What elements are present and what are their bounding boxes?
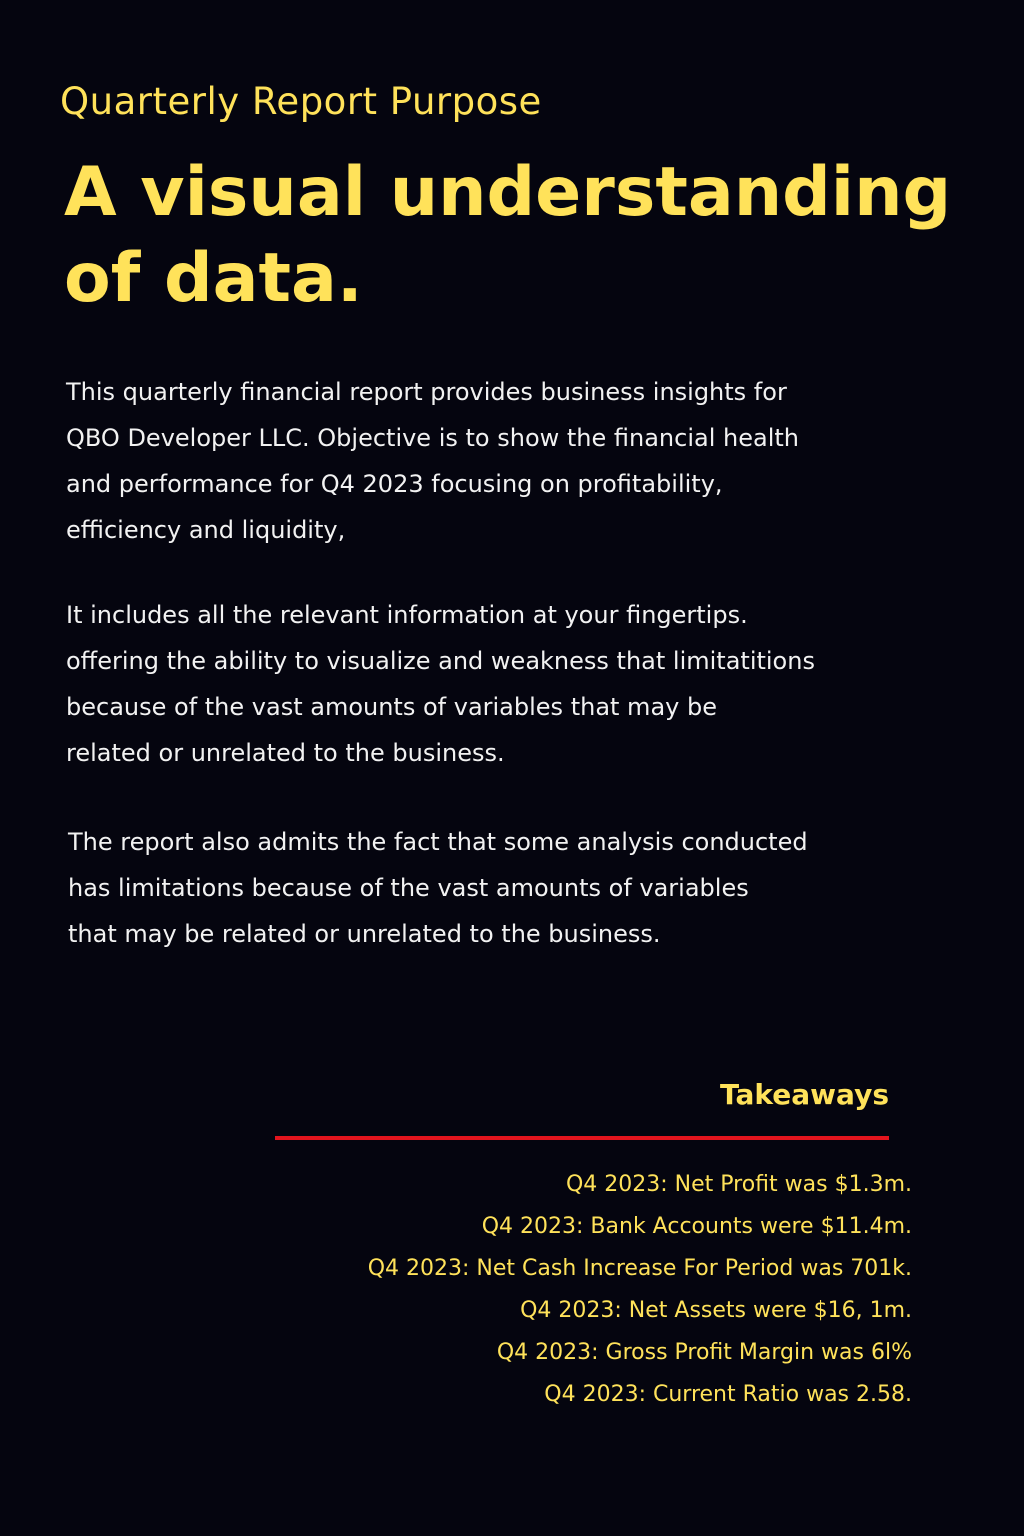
features-line: offering the ability to visualize and weakness that limitatitions <box>66 647 815 675</box>
intro-paragraph <box>66 369 799 553</box>
features-line: related or unrelated to the business. <box>66 739 505 767</box>
takeaway-item: Q4 2023: Net Profit was $1.3m. <box>565 1172 912 1197</box>
page-title-line-2: of data. <box>64 239 363 318</box>
intro-line: efficiency and liquidity, <box>66 516 346 544</box>
limitations-line: that may be related or unrelated to the business. <box>68 920 661 948</box>
limitations-paragraph <box>68 819 808 957</box>
intro-line: This quarterly financial report provides business insights for <box>66 378 787 406</box>
takeaways-divider <box>275 1136 889 1140</box>
intro-line: and performance for Q4 2023 focusing on profitability, <box>66 470 723 498</box>
intro-line: QBO Developer LLC. Objective is to show the financial health <box>66 424 799 452</box>
features-paragraph <box>66 592 815 776</box>
features-line: because of the vast amounts of variables that may be <box>66 693 717 721</box>
section-eyebrow: Quarterly Report Purpose <box>60 80 542 123</box>
takeaway-item: Q4 2023: Gross Profit Margin was 6l% <box>496 1340 912 1365</box>
takeaway-item: Q4 2023: Net Assets were $16, 1m. <box>520 1298 912 1323</box>
takeaways-list <box>368 1164 912 1416</box>
limitations-line: has limitations because of the vast amounts of variables <box>68 874 749 902</box>
features-line: It includes all the relevant information at your fingertips. <box>66 601 748 629</box>
takeaway-item: Q4 2023: Current Ratio was 2.58. <box>544 1382 912 1407</box>
page-title-line-1: A visual understanding <box>64 153 952 232</box>
takeaways-heading: Takeaways <box>720 1078 889 1111</box>
takeaway-item: Q4 2023: Net Cash Increase For Period was 701k. <box>367 1256 912 1281</box>
limitations-line: The report also admits the fact that some analysis conducted <box>68 828 808 856</box>
takeaway-item: Q4 2023: Bank Accounts were $11.4m. <box>481 1214 912 1239</box>
page-title <box>64 150 951 322</box>
